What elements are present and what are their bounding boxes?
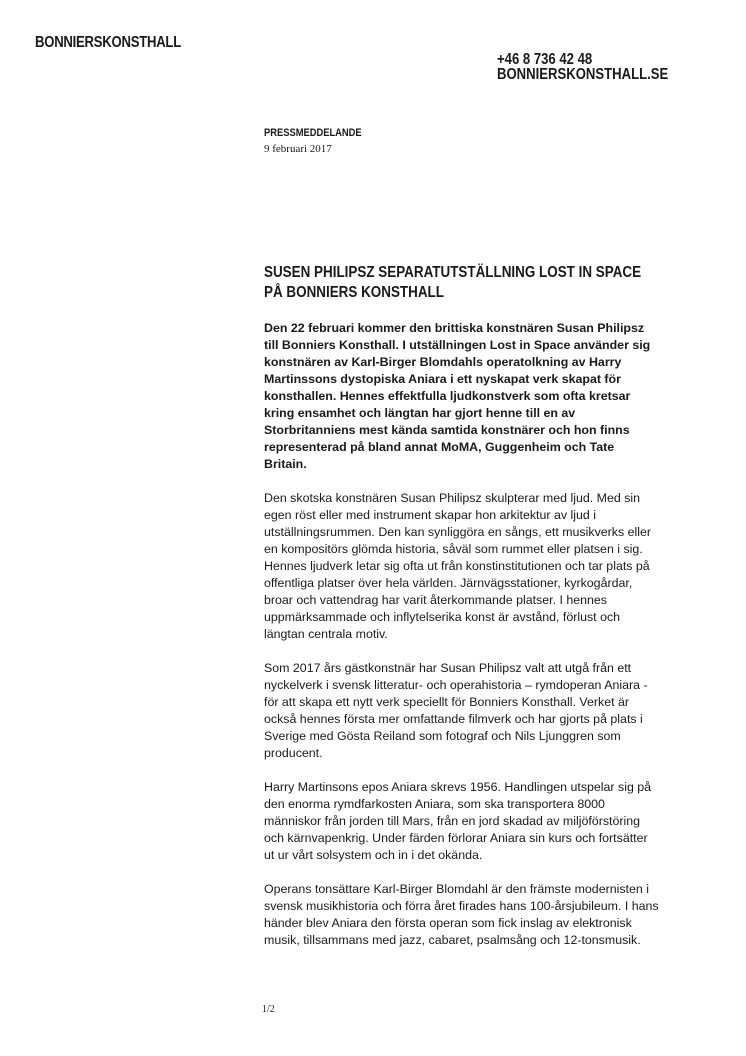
press-release-label: PRESSMEDDELANDE (264, 127, 362, 139)
phone-number: +46 8 736 42 48 (497, 51, 593, 68)
lead-paragraph: Den 22 februari kommer den brittiska konstnären Susan Philipsz till Bonniers Konsthall. I utställningen Lost in Space använder sig konstnären av Karl-Birger Blomdahls operatolkning av Harry Martinssons dystopiska Aniara i ett nyskapat verk skapat för konsthallen. Hennes effektfulla ljudkonstverk som ofta kretsar kring ensamhet och längtan har gjort henne till en av Storbritanniens mest kända samtida konstnärer och hon finns representerad på bland annat MoMA, Guggenheim och Tate Britain. (264, 321, 651, 471)
body-paragraph: Operans tonsättare Karl-Birger Blomdahl är den främste modernisten i svensk musikhistoria och förra året firades hans 100-årsjubileum. I hans händer blev Aniara den första operan som fick inslag av elektronisk musik, tillsammans med jazz, cabaret, psalmsång och 12-tonsmusik. (264, 882, 659, 947)
website: BONNIERSKONSTHALL.SE (497, 66, 669, 83)
headline: SUSEN PHILIPSZ SEPARATUTSTÄLLNING LOST IN SPACE PÅ BONNIERS KONSTHALL (264, 264, 642, 301)
body-paragraph: Som 2017 års gästkonstnär har Susan Philipsz valt att utgå från ett nyckelverk i svensk litteratur- och operahistoria – rymdoperan Aniara - för att skapa ett nytt verk speciellt för Bonniers Konsthall. Verket är också hennes första mer omfattande filmverk och har gjorts på plats i Sverige med Gösta Reiland som fotograf och Nils Ljunggren som producent. (264, 661, 648, 760)
article-body (264, 320, 659, 966)
contact-block (497, 52, 668, 82)
logo: BONNIERSKONSTHALL (35, 34, 181, 51)
body-paragraph: Den skotska konstnären Susan Philipsz skulpterar med ljud. Med sin egen röst eller med instrument skapar hon arkitektur av ljud i utställningsrummen. Den kan synliggöra en sångs, ett musikverks eller en kompositörs glömda historia, såväl som rummet eller platsen i sig. Hennes ljudverk letar sig ofta ut från konstinstitutionen och tar plats på offentliga platser över hela världen. Järnvägsstationer, kyrkogårdar, broar och vattendrag har varit återkommande platser. I hennes uppmärksammade och inflytelserika konst är avstånd, förlust och längtan centrala motiv. (264, 491, 652, 641)
body-paragraph: Harry Martinsons epos Aniara skrevs 1956. Handlingen utspelar sig på den enorma rymdfarkosten Aniara, som ska transportera 8000 människor från jorden till Mars, från en jord skadad av miljöförstöring och kärnvapenkrig. Under färden förlorar Aniara sin kurs och fortsätter ut ur vårt solsystem och in i det okända. (264, 780, 652, 862)
release-date: 9 februari 2017 (264, 143, 332, 155)
page-number: 1/2 (262, 1004, 275, 1015)
